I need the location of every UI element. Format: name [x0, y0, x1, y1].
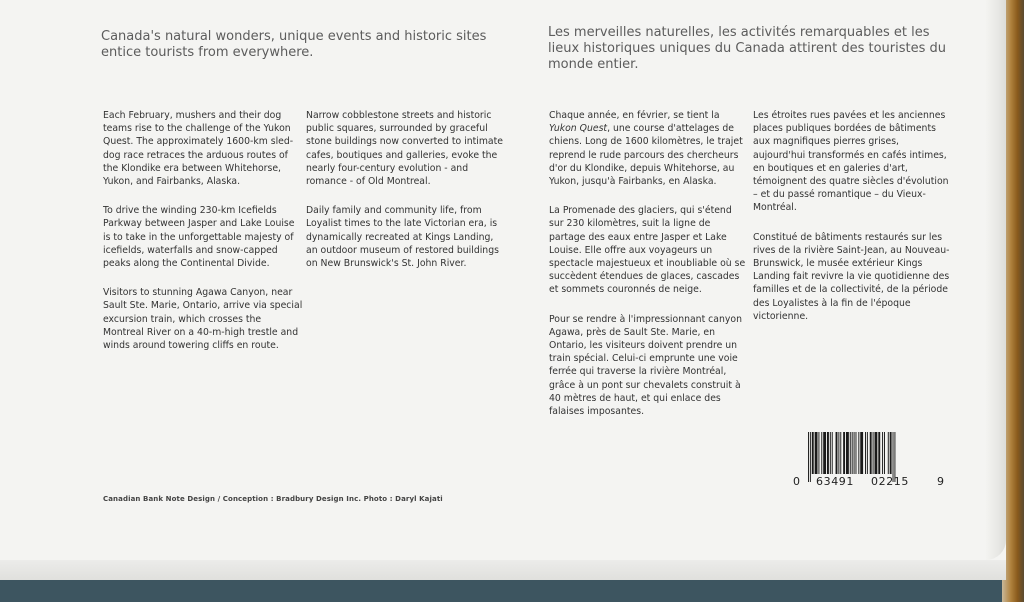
column-english-1: [103, 109, 303, 368]
barcode-bar: [888, 432, 889, 474]
envelope-flap: [985, 0, 1006, 560]
barcode-bar: [810, 432, 811, 482]
paragraph-yukon-quest: Each February, mushers and their dog teams rise to the challenge of the Yukon Quest. The approximately 1600-km sled-dog race retraces the arduous routes of the Klondike era between Whitehorse, Yukon, and Fairbanks, Alaska.: [103, 110, 294, 188]
barcode-bar: [815, 432, 818, 474]
yukon-quest-italic: Yukon Quest: [549, 123, 608, 135]
paragraph-old-montreal: Narrow cobblestone streets and historic public squares, surrounded by graceful stone buildings now converted to intimate cafes, boutiques and galleries, evoke the nearly four-century evolution - and romance - of Old Montreal.: [306, 110, 503, 188]
barcode-bar: [884, 432, 885, 474]
barcode-bar: [832, 432, 833, 474]
barcode-bar: [873, 432, 874, 474]
envelope-bottom-fold: [0, 560, 1006, 580]
column-english-2: [306, 109, 506, 286]
paragraph-icefields: To drive the winding 230-km Icefields Parkway between Jasper and Lake Louise is to take in the unforgettable majesty of icefields, waterfalls and snow-capped peaks along the Continental Divide.: [103, 205, 295, 270]
barcode-bar: [850, 432, 851, 474]
barcode-bar: [818, 432, 819, 474]
barcode-digit-last: 9: [937, 475, 944, 488]
paragraph-fr-old-montreal: Les étroites rues pavées et les anciennes places publiques bordées de bâtiments aux magnifiques pierres grises, aujourd'hui transformés en cafés intimes, en boutiques et en galeries d'art, témoignent des quatre siècles d'évolution – et du passé romantique – du Vieux-Montréal.: [753, 110, 949, 214]
barcode-bar: [827, 432, 829, 474]
column-french-2: [753, 109, 953, 339]
barcode-bar: [846, 432, 849, 474]
barcode-bar: [865, 432, 866, 474]
barcode-bar: [823, 432, 826, 474]
barcode-bar: [882, 432, 883, 474]
barcode-bar: [843, 432, 845, 474]
barcode-bar: [830, 432, 831, 474]
barcode-bar: [821, 432, 822, 474]
barcode-bar: [870, 432, 872, 474]
paragraph-fr-kings-landing: Constitué de bâtiments restaurés sur les rives de la rivière Saint-Jean, au Nouveau-Brunswick, le musée extérieur Kings Landing fait revivre la vie quotidienne des familles et de la collectivité, de la période des Loyalistes à la fin de l'époque victorienne.: [753, 231, 950, 322]
paragraph-agawa: Visitors to stunning Agawa Canyon, near Sault Ste. Marie, Ontario, arrive via special excursion train, which crosses the Montreal River on a 40-m-high trestle and winds around towering cliffs en route.: [103, 287, 303, 352]
barcode-bar: [875, 432, 878, 474]
barcode-bar: [890, 432, 892, 474]
paragraph-fr-yukon-quest: Chaque année, en février, se tient la Yukon Quest, une course d'attelages de chiens. Long de 1600 kilomètres, le trajet reprend le rude parcours des chercheurs d'or du Klondike, depuis Whitehorse, au Yukon, jusqu'à Fairbanks, en Alaska.: [549, 110, 743, 188]
credits-line: Canadian Bank Note Design / Conception : Bradbury Design Inc. Photo : Daryl Kajati: [103, 495, 443, 503]
paragraph-kings-landing: Daily family and community life, from Loyalist times to the late Victorian era, is dynamically recreated at Kings Landing, an outdoor museum of restored buildings on New Brunswick's St. John River.: [306, 205, 499, 270]
paragraph-fr-agawa: Pour se rendre à l'impressionnant canyon Agawa, près de Sault Ste. Marie, en Ontario, les visiteurs doivent prendre un train spécial. Celui-ci emprunte une voie ferrée qui traverse la rivière Montréal, grâce à un pont sur chevalets construit à 40 mètres de haut, et qui enlace des falaises imposantes.: [549, 313, 742, 418]
barcode-bar: [812, 432, 814, 474]
barcode-bar: [836, 432, 838, 474]
heading-english: Canada's natural wonders, unique events and historic sites entice tourists from everywhere.: [101, 29, 487, 60]
barcode-digits-right: 02215: [871, 475, 909, 488]
barcode-bar: [878, 432, 880, 474]
barcode-bar: [858, 432, 859, 474]
barcode-bar: [860, 432, 863, 474]
barcode-bar: [808, 432, 809, 482]
barcode-bar: [854, 432, 855, 474]
barcode-bar: [840, 432, 841, 474]
heading-french: Les merveilles naturelles, les activités remarquables et les lieux historiques uniques du Canada attirent des touristes du monde entier.: [548, 25, 946, 72]
column-french-1: [549, 109, 748, 434]
paragraph-fr-icefields: La Promenade des glaciers, qui s'étend sur 230 kilomètres, suit la ligne de partage des eaux entre Jasper et Lake Louise. Elle offre aux voyageurs un spectacle majestueux et inoubliable où se succèdent étendues de glaces, cascades et sommets couronnés de neige.: [549, 205, 746, 296]
barcode-digit-first: 0: [793, 475, 800, 488]
upc-barcode: [791, 432, 947, 492]
barcode-digits-left: 63491: [816, 475, 854, 488]
barcode-bar: [852, 432, 853, 474]
barcode-bar: [856, 432, 857, 474]
barcode-bar: [867, 432, 868, 474]
barcode-bar: [838, 432, 839, 474]
